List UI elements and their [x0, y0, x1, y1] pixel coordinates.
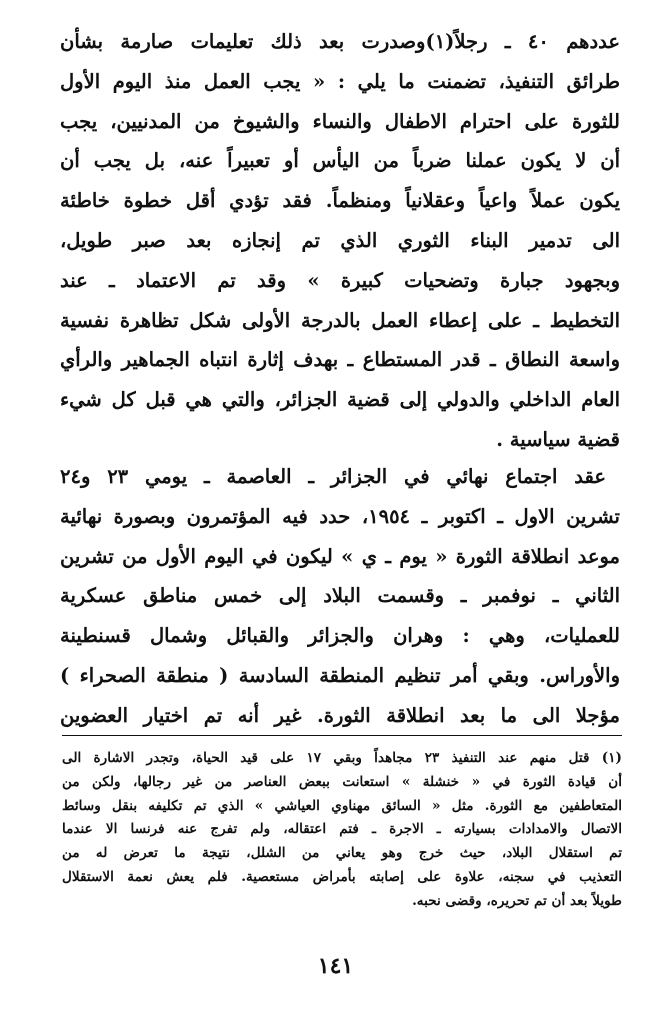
text-line: قضية سياسية . — [496, 427, 620, 451]
text-line: وبجهود جبارة وتضحيات كبيرة » وقد تم الاعتماد ـ عند — [60, 268, 620, 292]
text-line: طرائق التنفيذ، تضمنت ما يلي : « يجب العمل منذ اليوم الأول — [60, 69, 620, 93]
text-line: التخطيط ـ على إعطاء العمل بالدرجة الأولى شكل تظاهرة نفسية — [60, 308, 620, 332]
page-number: ١٤١ — [317, 953, 354, 979]
footnote-line: الاتصال والامدادات بسيارته ـ الاجرة ـ فتم اعتقاله، ولم تفرج عنه فرنسا الا عندما — [62, 821, 622, 838]
text-line: مؤجلا الى ما بعد انطلاقة الثورة. غير أنه تم اختيار العضوين — [60, 703, 620, 727]
text-line: واسعة النطاق ـ قدر المستطاع ـ بهدف إثارة انتباه الجماهير والرأي — [60, 348, 620, 372]
paragraph-2 — [60, 457, 620, 736]
footnote-divider — [62, 735, 622, 736]
footnote-line: أن قيادة الثورة في « خنشلة » استعانت ببعض العناصر من غير رجالها، ولكن من — [62, 773, 622, 790]
text-line: عددهم ٤٠ ـ رجلاً(١)وصدرت بعد ذلك تعليمات صارمة بشأن — [60, 30, 620, 53]
text-line: والأوراس. وبقي أمر تنظيم المنطقة السادسة ( منطقة الصحراء ) — [60, 663, 620, 687]
text-line: عقد اجتماع نهائي في الجزائر ـ العاصمة ـ يومي ٢٣ و٢٤ — [60, 465, 606, 488]
footnote-line: طويلاً بعد أن تم تحريره، وقضى نحبه. — [412, 892, 622, 909]
text-line: الى تدمير البناء الثوري الذي تم إنجازه بعد صبر طويل، — [60, 228, 620, 252]
text-line: تشرين الاول ـ اكتوبر ـ ١٩٥٤، حدد فيه المؤتمرون وبصورة نهائية — [60, 504, 620, 528]
text-line: العام الداخلي والدولي إلى قضية الجزائر، والتي هي قبل كل شيء — [60, 388, 620, 412]
text-line: للثورة على احترام الاطفال والنساء والشيوخ من المدنيين، يجب — [60, 109, 620, 133]
footnote-line: المتعاطفين مع الثورة. مثل « السائق مهناوي العياشي » الذي تم تكليفه بنقل وسائط — [62, 797, 622, 814]
paragraph-1 — [60, 22, 620, 460]
text-line: يكون عملاً واعياً وعقلانياً ومنظماً. فقد تؤدي أقل خطوة خاطئة — [60, 189, 620, 213]
text-line: أن لا يكون عملنا ضرباً من اليأس أو تعبيراً عنه، بل يجب أن — [60, 149, 620, 173]
footnote — [62, 747, 622, 914]
text-line: للعمليات، وهي : وهران والجزائر والقبائل وشمال قسنطينة — [60, 624, 620, 648]
text-line: موعد انطلاقة الثورة « يوم ـ ي » ليكون في اليوم الأول من تشرين — [60, 544, 620, 568]
footnote-line: (١) قتل منهم عند التنفيذ ٢٣ مجاهداً وبقي ١٧ على قيد الحياة، وتجدر الاشارة الى — [62, 750, 622, 766]
text-line: الثاني ـ نوفمبر ـ وقسمت البلاد إلى خمس مناطق عسكرية — [60, 584, 620, 608]
footnote-line: التعذيب في سجنه، علاوة على إصابته بأمراض مستعصية. فلم يعش نعمة الاستقلال — [62, 868, 622, 885]
footnote-line: تم استقلال البلاد، حيث خرج وهو يعاني من الشلل، نتيجة ما تعرض له من — [62, 845, 622, 862]
